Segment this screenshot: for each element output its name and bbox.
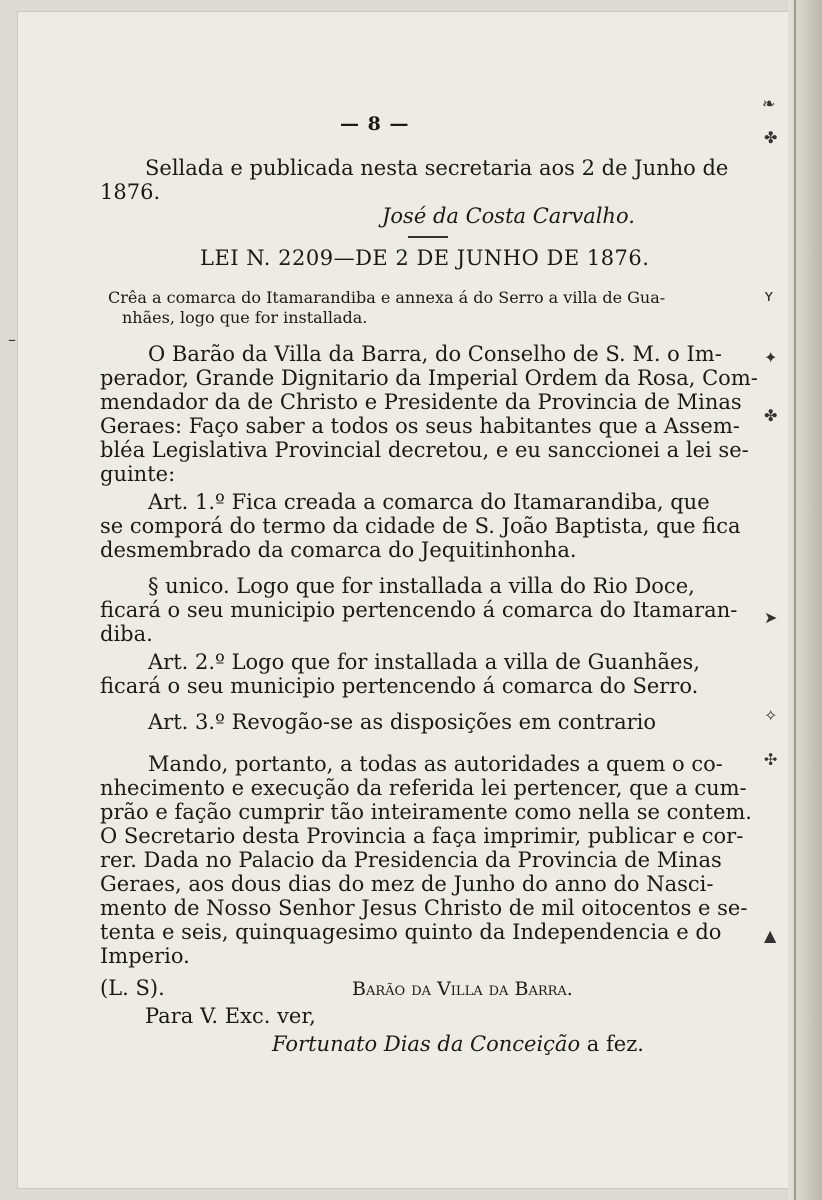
secretary-signature: José da Costa Carvalho.	[382, 204, 635, 228]
margin-mark: ✤	[764, 406, 778, 425]
margin-mark: ✦	[764, 348, 778, 367]
paragraph-unico-line: ficará o seu municipio pertencendo á comarca do Itamaran-	[100, 598, 738, 622]
president-signature: Barão da Villa da Barra.	[352, 978, 573, 1000]
preamble-line: Geraes: Faço saber a todos os seus habitantes que a Assem-	[100, 414, 740, 438]
paragraph-unico-line: § unico. Logo que for installada a villa do Rio Doce,	[148, 574, 695, 598]
mandate-line: rer. Dada no Palacio da Presidencia da Provincia de Minas	[100, 848, 722, 872]
article-2-line: Art. 2.º Logo que for installada a villa de Guanhães,	[148, 650, 700, 674]
mandate-line: tenta e seis, quinquagesimo quinto da Independencia e do	[100, 920, 722, 944]
margin-mark: ✤	[764, 128, 778, 147]
preamble-line: O Barão da Villa da Barra, do Conselho de S. M. o Im-	[148, 342, 722, 366]
para-ver-line: Para V. Exc. ver,	[145, 1004, 316, 1028]
mandate-line: nhecimento e execução da referida lei pertencer, que a cum-	[100, 776, 747, 800]
publication-year: 1876.	[100, 180, 161, 204]
preamble-line: guinte:	[100, 462, 176, 486]
mandate-line: Mando, portanto, a todas as autoridades a quem o co-	[148, 752, 723, 776]
article-1-line: se comporá do termo da cidade de S. João Baptista, que fica	[100, 514, 741, 538]
margin-mark: ▲	[764, 926, 777, 945]
page-number: — 8 —	[340, 113, 410, 135]
preamble-line: bléa Legislativa Provincial decretou, e eu sanccionei a lei se-	[100, 438, 749, 462]
margin-mark: ➤	[764, 608, 778, 627]
law-title: LEI N. 2209—DE 2 DE JUNHO DE 1876.	[200, 246, 650, 270]
margin-mark: ʏ	[764, 286, 774, 305]
separator-rule	[408, 236, 448, 238]
page-edge-line	[794, 0, 796, 1200]
mandate-line: Geraes, aos dous dias do mez de Junho do anno do Nasci-	[100, 872, 714, 896]
clerk-name: Fortunato Dias da Conceição	[272, 1032, 581, 1056]
mandate-line: prão e fação cumprir tão inteiramente como nella se contem.	[100, 800, 752, 824]
article-1-line: desmembrado da comarca do Jequitinhonha.	[100, 538, 577, 562]
law-summary-line: nhães, logo que for installada.	[122, 308, 368, 327]
mandate-line: mento de Nosso Senhor Jesus Christo de mil oitocentos e se-	[100, 896, 748, 920]
closing-line	[272, 1032, 644, 1056]
paragraph-unico-line: diba.	[100, 622, 153, 646]
article-1-line: Art. 1.º Fica creada a comarca do Itamarandiba, que	[148, 490, 710, 514]
seal-mark: (L. S).	[100, 976, 165, 1000]
margin-mark: –	[8, 330, 16, 349]
law-summary-line: Crêa a comarca do Itamarandiba e annexa á do Serro a villa de Gua-	[108, 288, 666, 307]
preamble-line: mendador da de Christo e Presidente da Provincia de Minas	[100, 390, 742, 414]
article-2-line: ficará o seu municipio pertencendo á comarca do Serro.	[100, 674, 699, 698]
margin-mark: ✣	[764, 750, 778, 769]
mandate-line: Imperio.	[100, 944, 190, 968]
margin-mark: ❧	[762, 94, 776, 113]
clerk-suffix: a fez.	[586, 1032, 644, 1056]
mandate-line: O Secretario desta Provincia a faça imprimir, publicar e cor-	[100, 824, 744, 848]
publication-note: Sellada e publicada nesta secretaria aos 2 de Junho de	[145, 156, 729, 180]
preamble-line: perador, Grande Dignitario da Imperial Ordem da Rosa, Com-	[100, 366, 758, 390]
article-3: Art. 3.º Revogão-se as disposições em contrario	[148, 710, 657, 734]
margin-mark: ✧	[764, 706, 778, 725]
